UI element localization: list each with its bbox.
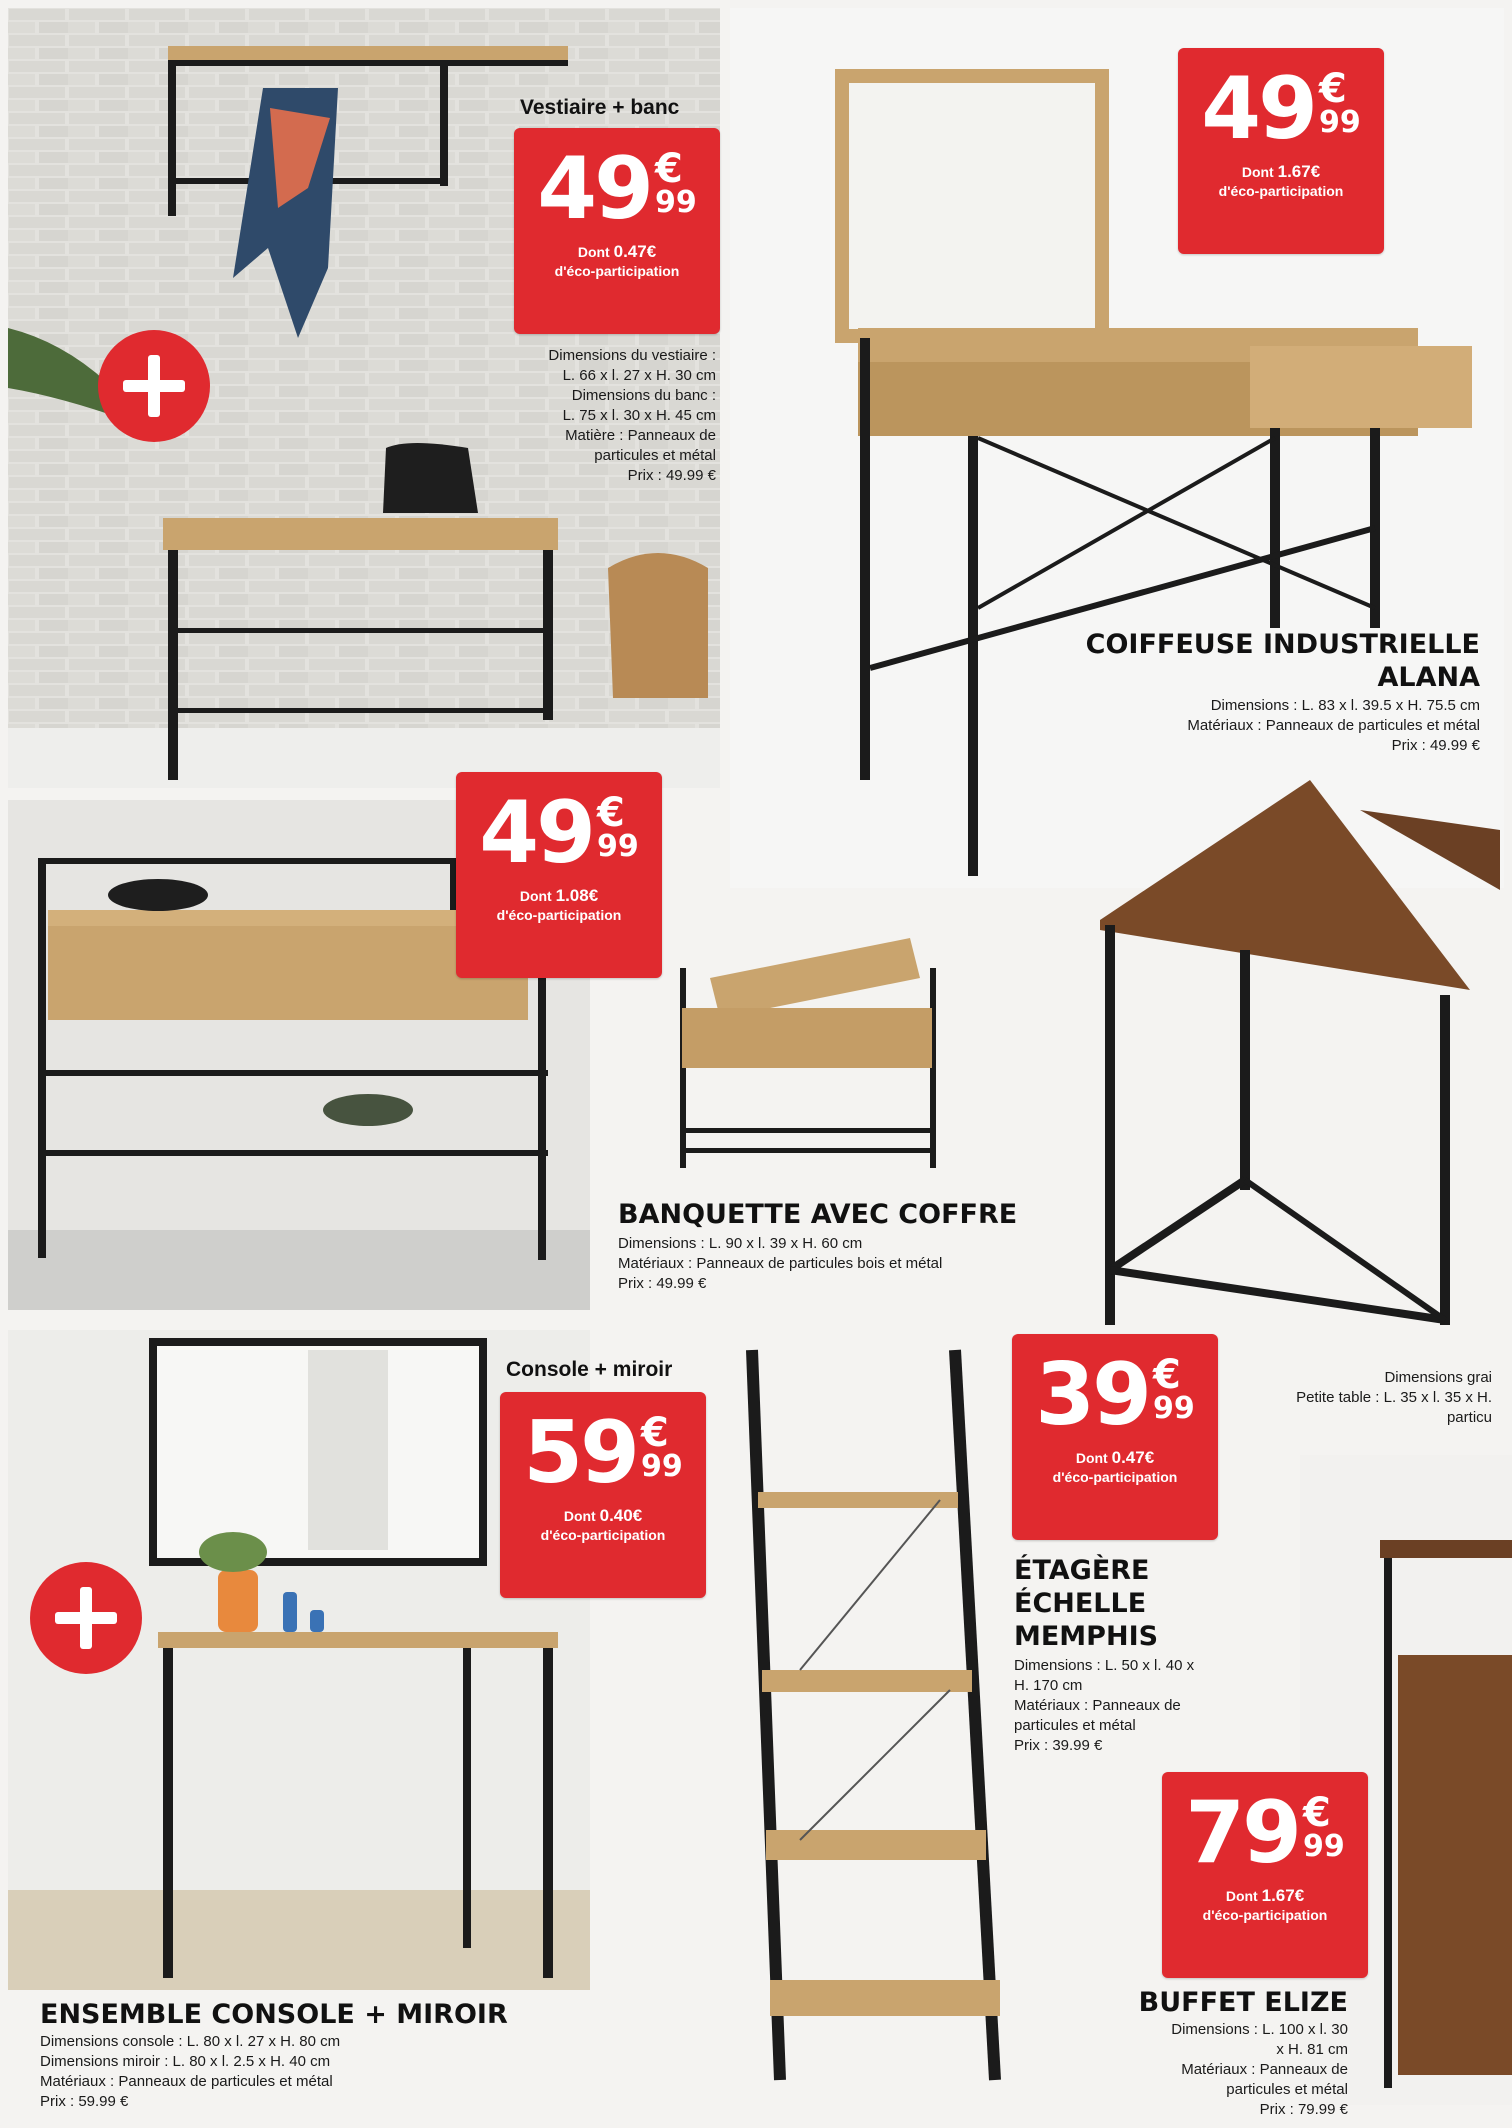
price-currency: € [596,790,625,836]
price-currency: € [654,146,683,192]
price-currency: € [1318,66,1347,112]
banquette-specs: Dimensions : L. 90 x l. 39 x H. 60 cm Matériaux : Panneaux de particules bois et métal Prix : 49.99 € [618,1235,943,1292]
coiffeuse-price-tag [1178,48,1384,254]
etagere-title: ÉTAGÈRE ÉCHELLE MEMPHIS [1014,1555,1159,1652]
buffet-specs: Dimensions : L. 100 x l. 30 x H. 81 cm Matériaux : Panneaux de particules et métal Prix : 79.99 € [1171,2021,1348,2118]
price-cents: 99 [1318,105,1361,140]
eco-participation: Dont 0.40€ d'éco-participation [540,1506,666,1543]
buffet-title: BUFFET ELIZE [1138,1987,1348,2018]
plus-icon [30,1562,142,1674]
coiffeuse-photo [730,8,1504,888]
price-integer: 49 [479,783,593,883]
etagere-product-image [740,1340,1010,2100]
console-title: ENSEMBLE CONSOLE + MIROIR [40,1999,508,2030]
vestiaire-label: Vestiaire + banc [520,96,680,119]
console-label: Console + miroir [506,1358,673,1381]
etagere-price-tag [1012,1334,1218,1540]
vestiaire-specs: Dimensions du vestiaire : L. 66 x l. 27 x H. 30 cm Dimensions du banc : L. 75 x l. 30 x H. 45 cm Matière : Panneaux de particules et métal Prix : 49.99 € [548,347,716,484]
plus-icon [98,330,210,442]
console-price-tag [500,1392,706,1598]
price-integer: 49 [537,139,651,239]
price-integer: 39 [1035,1345,1149,1445]
price-integer: 49 [1201,59,1315,159]
price-cents: 99 [1302,1829,1345,1864]
price-cents: 99 [596,829,639,864]
banquette-title: BANQUETTE AVEC COFFRE [618,1199,1018,1230]
eco-participation: Dont 1.67€ d'éco-participation [1202,1886,1328,1923]
eco-participation: Dont 1.08€ d'éco-participation [496,886,622,923]
price-cents: 99 [654,185,697,220]
tables-specs: Dimensions grai Petite table : L. 35 x l. 35 x H. particu [1296,1369,1492,1426]
eco-participation: Dont 1.67€ d'éco-participation [1218,162,1344,199]
eco-participation: Dont 0.47€ d'éco-participation [1052,1448,1178,1485]
price-currency: € [1302,1790,1331,1836]
buffet-price-tag [1162,1772,1368,1978]
price-currency: € [640,1410,669,1456]
price-currency: € [1152,1352,1181,1398]
coiffeuse-specs: Dimensions : L. 83 x l. 39.5 x H. 75.5 cm Matériaux : Panneaux de particules et métal Prix : 49.99 € [1187,697,1480,754]
etagere-specs: Dimensions : L. 50 x l. 40 x H. 170 cm Matériaux : Panneaux de particules et métal Prix : 39.99 € [1014,1657,1195,1754]
price-integer: 79 [1185,1783,1299,1883]
console-specs: Dimensions console : L. 80 x l. 27 x H. 80 cm Dimensions miroir : L. 80 x l. 2.5 x H. 40 cm Matériaux : Panneaux de particules et métal Prix : 59.99 € [40,2033,341,2110]
price-cents: 99 [640,1449,683,1484]
price-integer: 59 [523,1403,637,1503]
banquette-product-image [670,928,960,1184]
coiffeuse-title: COIFFEUSE INDUSTRIELLE ALANA [1085,629,1480,693]
banquette-price-tag [456,772,662,978]
eco-participation: Dont 0.47€ d'éco-participation [554,242,680,279]
price-cents: 99 [1152,1391,1195,1426]
tables-product-image [1100,770,1512,1350]
vestiaire-price-tag [514,128,720,334]
